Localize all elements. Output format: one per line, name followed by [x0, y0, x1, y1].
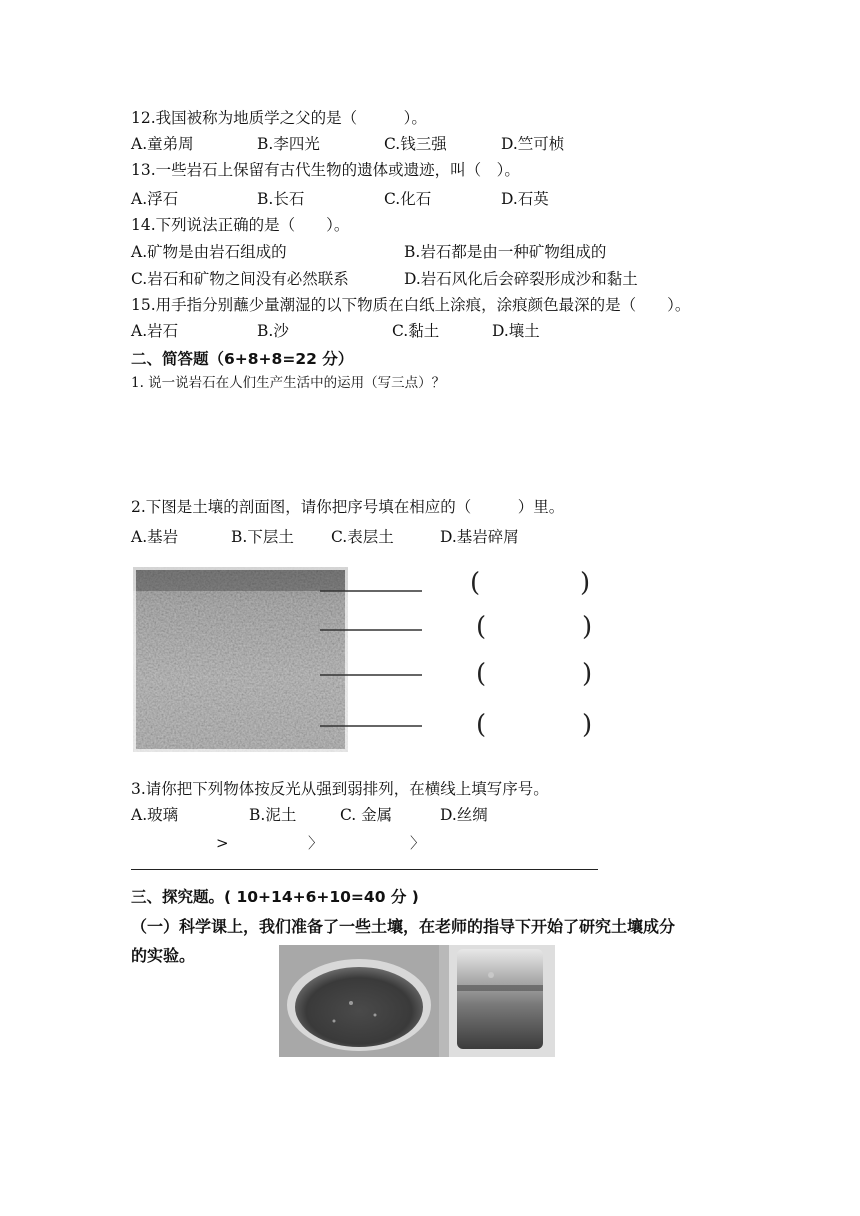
- experiment-photo: [279, 945, 555, 1057]
- q14-option-d: D.岩石风化后会碎裂形成沙和黏土: [404, 270, 638, 288]
- blank-3-close: ): [582, 659, 593, 689]
- q15-option-b: B.沙: [257, 322, 289, 340]
- q3-option-d: D.丝绸: [440, 806, 488, 824]
- section2-q2-text: 2.下图是土壤的剖面图，请你把序号填在相应的（ ）里。: [131, 498, 565, 516]
- blank-2-close: ): [582, 612, 593, 642]
- q13-option-b: B.长石: [257, 190, 305, 208]
- q3-option-c: C. 金属: [340, 806, 393, 824]
- q3-separator-3: 〉: [410, 834, 426, 852]
- q3-separator-2: 〉: [308, 834, 324, 852]
- q12-option-c: C.钱三强: [384, 135, 447, 153]
- blank-4-open: (: [476, 710, 487, 740]
- q3-option-b: B.泥土: [249, 806, 297, 824]
- blank-1-close: ): [580, 568, 591, 598]
- section2-heading: 二、简答题（6+8+8=22 分）: [131, 350, 354, 368]
- answer-line: [131, 869, 598, 870]
- q15-option-a: A.岩石: [131, 322, 179, 340]
- section2-q1-text: 1. 说一说岩石在人们生产生活中的运用（写三点）？: [131, 375, 446, 391]
- q2-option-d: D.基岩碎屑: [440, 528, 519, 546]
- q2-option-c: C.表层土: [331, 528, 394, 546]
- q3-option-a: A.玻璃: [131, 806, 179, 824]
- q13-text: 13.一些岩石上保留有古代生物的遗体或遗迹，叫（ ）。: [131, 161, 520, 179]
- q12-option-a: A.童弟周: [131, 135, 194, 153]
- q12-text: 12.我国被称为地质学之父的是（ ）。: [131, 109, 427, 127]
- blank-4-close: ): [582, 710, 593, 740]
- q14-option-a: A.矿物是由岩石组成的: [131, 243, 287, 261]
- section3-heading: 三、探究题。( 10+14+6+10=40 分 ): [131, 888, 419, 906]
- blank-1-open: (: [470, 568, 481, 598]
- section3-intro-line2: 的实验。: [131, 946, 196, 965]
- q14-option-b: B.岩石都是由一种矿物组成的: [404, 243, 607, 261]
- soil-profile-image: [133, 567, 348, 752]
- leader-lines: [320, 580, 430, 735]
- q3-separator-1: >: [216, 834, 229, 852]
- q13-option-a: A.浮石: [131, 190, 179, 208]
- section3-intro-line1: （一）科学课上，我们准备了一些土壤，在老师的指导下开始了研究土壤成分: [131, 917, 676, 936]
- blank-2-open: (: [476, 612, 487, 642]
- q12-option-b: B.李四光: [257, 135, 320, 153]
- q13-option-d: D.石英: [501, 190, 549, 208]
- q2-option-a: A.基岩: [131, 528, 179, 546]
- q14-option-c: C.岩石和矿物之间没有必然联系: [131, 270, 349, 288]
- q2-option-b: B.下层土: [231, 528, 294, 546]
- blank-3-open: (: [476, 659, 487, 689]
- q13-option-c: C.化石: [384, 190, 432, 208]
- q15-text: 15.用手指分别蘸少量潮湿的以下物质在白纸上涂痕，涂痕颜色最深的是（ ）。: [131, 296, 691, 314]
- q12-option-d: D.竺可桢: [501, 135, 565, 153]
- q15-option-d: D.壤土: [492, 322, 540, 340]
- q15-option-c: C.黏土: [392, 322, 440, 340]
- section2-q3-text: 3.请你把下列物体按反光从强到弱排列，在横线上填写序号。: [131, 780, 549, 798]
- q14-text: 14.下列说法正确的是（ ）。: [131, 216, 350, 234]
